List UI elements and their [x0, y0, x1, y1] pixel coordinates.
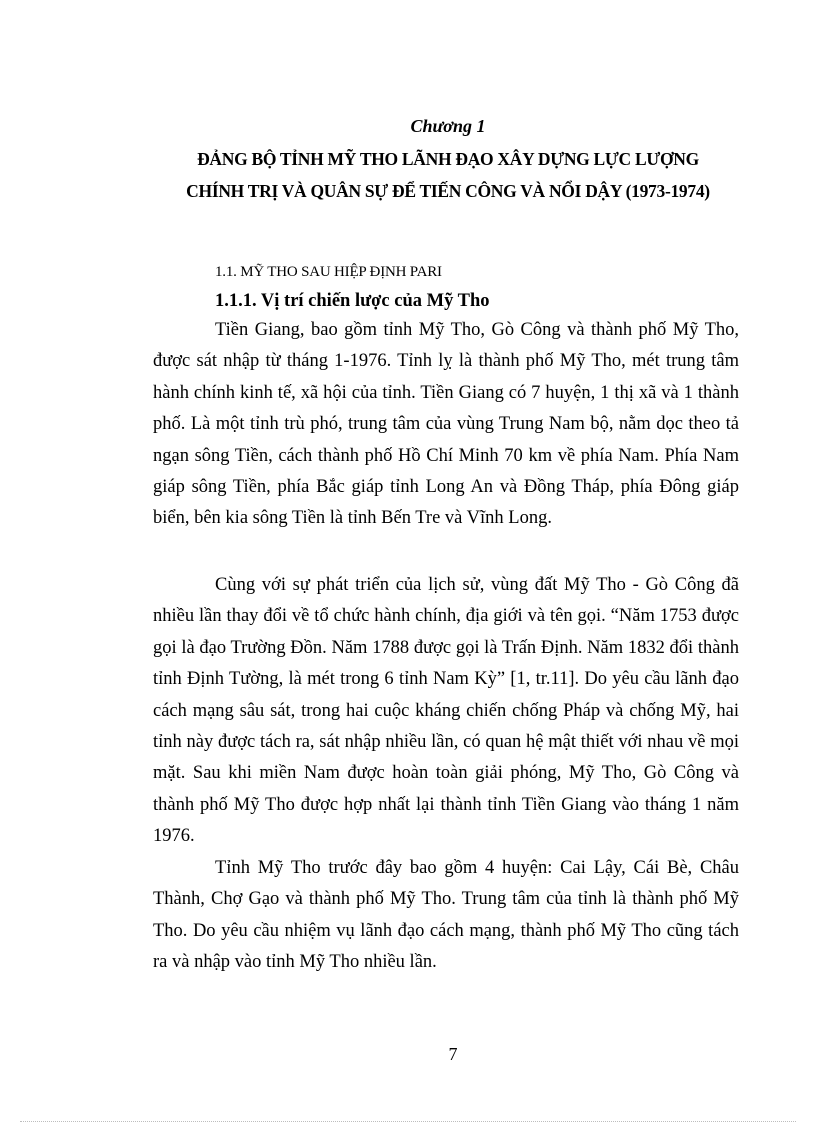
chapter-label: Chương 1 — [410, 116, 486, 136]
body-paragraph-1: Tiền Giang, bao gồm tỉnh Mỹ Tho, Gò Công và thành phố Mỹ Tho, được sát nhập từ tháng 1-1976. Tỉnh lỵ là thành phố Mỹ Tho, mét trung tâm hành chính kinh tế, xã hội của tỉnh. Tiền Giang có 7 huyện, 1 thị xã và 1 thành phố. Là một tỉnh trù phó, trung tâm của vùng Trung Nam bộ, nằm dọc theo tả ngạn sông Tiền, cách thành phố Hồ Chí Minh 70 km về phía Nam. Phía Nam giáp sông Tiền, phía Bắc giáp tỉnh Long An và Đồng Tháp, phía Đông giáp biển, bên kia sông Tiền là tỉnh Bến Tre và Vĩnh Long. — [153, 320, 739, 529]
chapter-title-line-2: CHÍNH TRỊ VÀ QUÂN SỰ ĐỂ TIẾN CÔNG VÀ NỔI DẬY (1973-1974) — [186, 181, 710, 201]
page-bottom-divider — [20, 1121, 796, 1122]
page-number: 7 — [448, 1044, 458, 1064]
chapter-title-line-1: ĐẢNG BỘ TỈNH MỸ THO LÃNH ĐẠO XÂY DỰNG LỰC LƯỢNG — [197, 149, 699, 169]
subsection-heading: 1.1.1. Vị trí chiến lược của Mỹ Tho — [215, 291, 490, 311]
body-paragraph-2: Cùng với sự phát triển của lịch sử, vùng đất Mỹ Tho - Gò Công đã nhiều lần thay đổi về tổ chức hành chính, địa giới và tên gọi. “Năm 1753 được gọi là đạo Trường Đồn. Năm 1788 được gọi là Trấn Định. Năm 1832 đổi thành tỉnh Định Tường, là mét trong 6 tỉnh Nam Kỳ” [1, tr.11]. Do yêu cầu lãnh đạo cách mạng sâu sát, trong hai cuộc kháng chiến chống Pháp và chống Mỹ, hai tỉnh này được tách ra, sát nhập nhiều lần, có quan hệ mật thiết với nhau về mọi mặt. Sau khi miền Nam được hoàn toàn giải phóng, Mỹ Tho, Gò Công và thành phố Mỹ Tho được hợp nhất lại thành tỉnh Tiền Giang vào tháng 1 năm 1976. — [153, 575, 739, 847]
section-heading: 1.1. MỸ THO SAU HIỆP ĐỊNH PARI — [215, 264, 442, 280]
body-paragraph-3: Tỉnh Mỹ Tho trước đây bao gồm 4 huyện: Cai Lậy, Cái Bè, Châu Thành, Chợ Gạo và thành phố Mỹ Tho. Trung tâm của tỉnh là thành phố Mỹ Tho. Do yêu cầu nhiệm vụ lãnh đạo cách mạng, thành phố Mỹ Tho cũng tách ra và nhập vào tỉnh Mỹ Tho nhiều lần. — [153, 858, 739, 973]
